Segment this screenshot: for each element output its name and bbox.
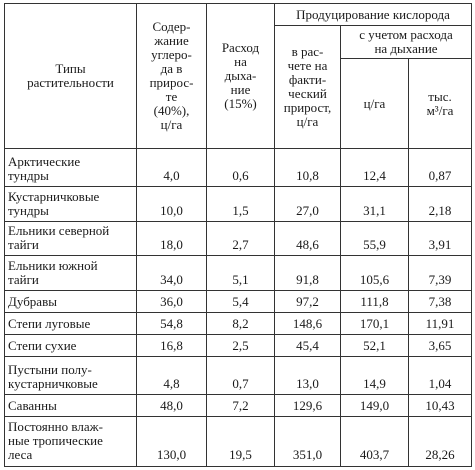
m3-value: 28,26 [409, 417, 472, 467]
m3-value: 1,04 [409, 357, 472, 395]
table-row [5, 395, 472, 417]
vegetation-type: Саванны [5, 395, 137, 417]
m3-value: 3,65 [409, 335, 472, 357]
cg-value: 111,8 [341, 291, 409, 313]
table-row [5, 313, 472, 335]
respiration-value: 8,2 [207, 313, 275, 335]
table-row [5, 291, 472, 313]
actual-growth-value: 13,0 [275, 357, 341, 395]
cg-value: 149,0 [341, 395, 409, 417]
m3-value: 3,91 [409, 221, 472, 256]
cg-value: 14,9 [341, 357, 409, 395]
respiration-value: 2,5 [207, 335, 275, 357]
cg-value: 52,1 [341, 335, 409, 357]
table-row [5, 417, 472, 467]
actual-growth-value: 351,0 [275, 417, 341, 467]
respiration-value: 5,1 [207, 256, 275, 291]
table-row [5, 335, 472, 357]
header-with-respiration: с учетом расхода на дыхание [341, 26, 472, 59]
oxygen-production-table [4, 3, 472, 467]
respiration-value: 0,6 [207, 149, 275, 187]
vegetation-type: Кустарничковые тундры [5, 186, 137, 221]
carbon-value: 34,0 [137, 256, 207, 291]
vegetation-type: Ельники южной тайги [5, 256, 137, 291]
m3-value: 7,38 [409, 291, 472, 313]
carbon-value: 16,8 [137, 335, 207, 357]
cg-value: 31,1 [341, 186, 409, 221]
header-actual-growth: в рас- чете на факти- ческий прирост, ц/га [275, 26, 341, 149]
vegetation-type: Пустыни полу- кустарничковые [5, 357, 137, 395]
respiration-value: 5,4 [207, 291, 275, 313]
carbon-value: 18,0 [137, 221, 207, 256]
actual-growth-value: 91,8 [275, 256, 341, 291]
actual-growth-value: 97,2 [275, 291, 341, 313]
actual-growth-value: 27,0 [275, 186, 341, 221]
cg-value: 403,7 [341, 417, 409, 467]
header-unit-cg: ц/га [341, 59, 409, 149]
cg-value: 170,1 [341, 313, 409, 335]
m3-value: 10,43 [409, 395, 472, 417]
header-vegetation-types: Типы растительности [5, 4, 137, 149]
table-row [5, 221, 472, 256]
carbon-value: 54,8 [137, 313, 207, 335]
cg-value: 55,9 [341, 221, 409, 256]
vegetation-type: Дубравы [5, 291, 137, 313]
cg-value: 105,6 [341, 256, 409, 291]
vegetation-type: Ельники северной тайги [5, 221, 137, 256]
actual-growth-value: 10,8 [275, 149, 341, 187]
respiration-value: 19,5 [207, 417, 275, 467]
carbon-value: 4,8 [137, 357, 207, 395]
table-row [5, 256, 472, 291]
actual-growth-value: 148,6 [275, 313, 341, 335]
actual-growth-value: 129,6 [275, 395, 341, 417]
header-unit-thous-m3: тыс. м³/га [409, 59, 472, 149]
m3-value: 11,91 [409, 313, 472, 335]
carbon-value: 48,0 [137, 395, 207, 417]
actual-growth-value: 45,4 [275, 335, 341, 357]
table-row [5, 357, 472, 395]
respiration-value: 0,7 [207, 357, 275, 395]
vegetation-type: Степи луговые [5, 313, 137, 335]
m3-value: 0,87 [409, 149, 472, 187]
respiration-value: 1,5 [207, 186, 275, 221]
vegetation-type: Арктические тундры [5, 149, 137, 187]
header-carbon-content: Содер- жание углеро- да в прирос- те (40%), ц/га [137, 4, 207, 149]
m3-value: 7,39 [409, 256, 472, 291]
carbon-value: 130,0 [137, 417, 207, 467]
respiration-value: 2,7 [207, 221, 275, 256]
carbon-value: 4,0 [137, 149, 207, 187]
vegetation-type: Степи сухие [5, 335, 137, 357]
m3-value: 2,18 [409, 186, 472, 221]
table-row [5, 186, 472, 221]
actual-growth-value: 48,6 [275, 221, 341, 256]
vegetation-type: Постоянно влаж- ные тропические леса [5, 417, 137, 467]
respiration-value: 7,2 [207, 395, 275, 417]
header-oxygen-production: Продуцирование кислорода [275, 4, 472, 26]
cg-value: 12,4 [341, 149, 409, 187]
carbon-value: 36,0 [137, 291, 207, 313]
header-respiration: Расход на дыха- ние (15%) [207, 4, 275, 149]
carbon-value: 10,0 [137, 186, 207, 221]
table-row [5, 149, 472, 187]
